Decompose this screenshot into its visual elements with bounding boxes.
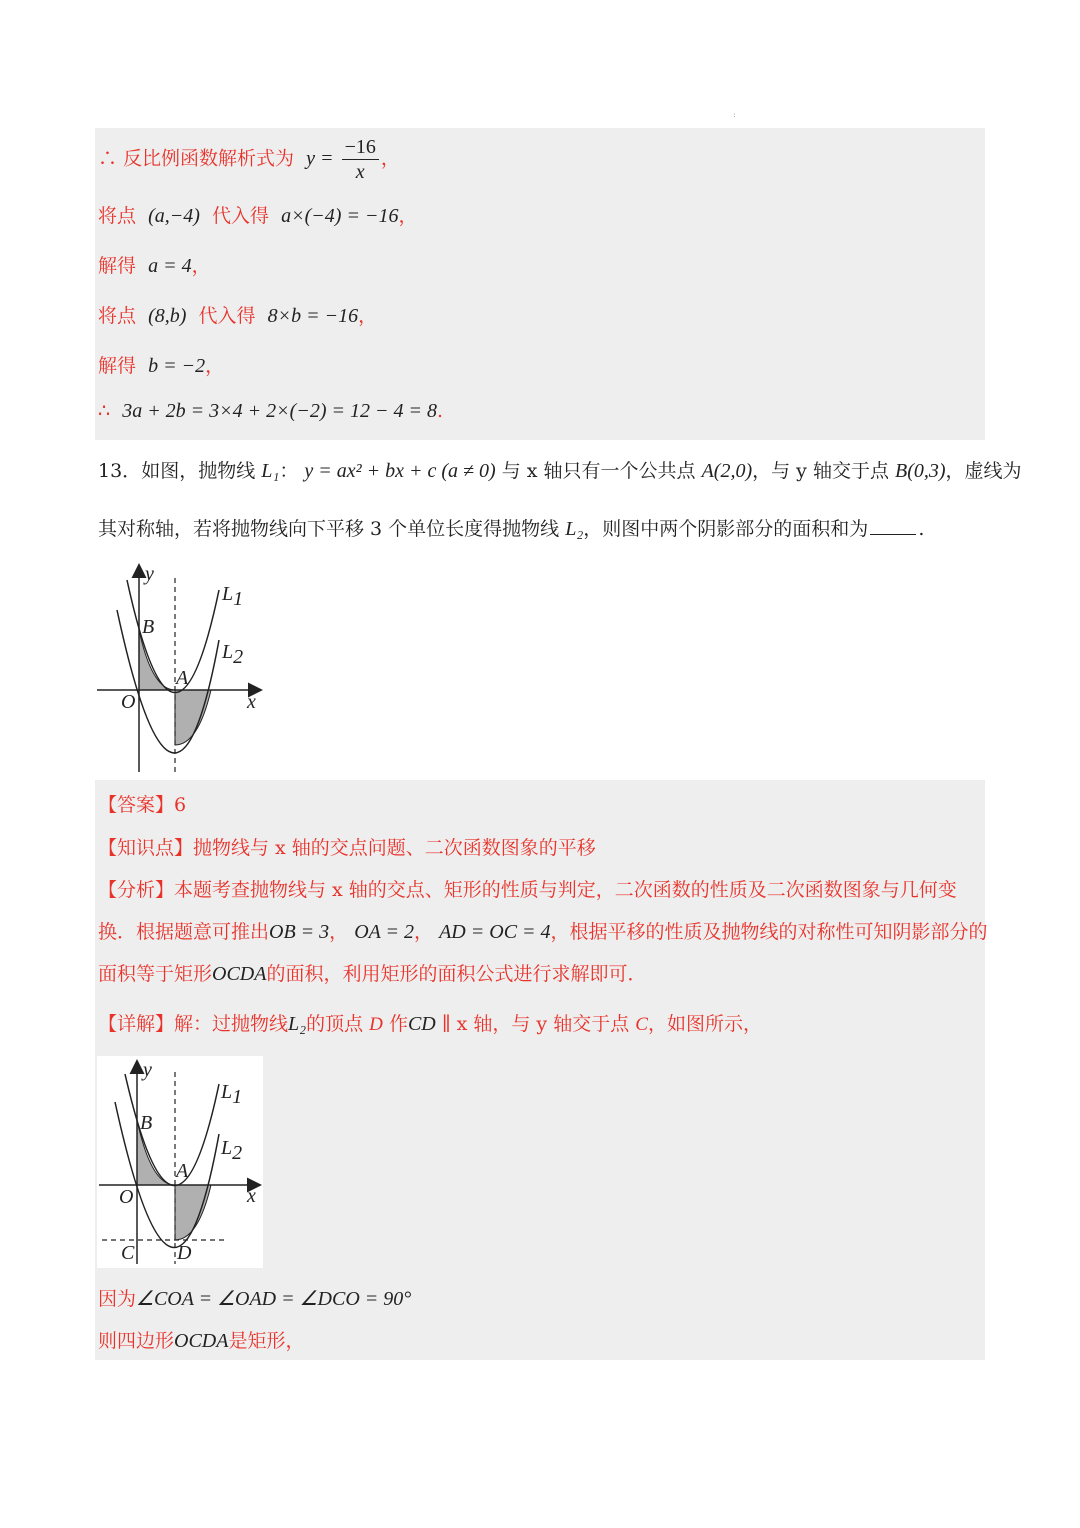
label-y: y (143, 1059, 152, 1081)
parabola-figure-1 (95, 560, 275, 775)
knowledge-point-line: 【知识点】抛物线与 x 轴的交点问题、二次函数图象的平移 (98, 837, 596, 859)
label-L2: L2 (221, 1137, 243, 1164)
label-A: A (176, 1160, 189, 1182)
solution-line-2: 将点 (a,−4) 代入得 a×(−4) = −16， (98, 205, 418, 227)
solution-line-6: ∴ 3a + 2b = 3×4 + 2×(−2) = 12 − 4 = 8. (98, 400, 444, 422)
shaded-region-left (139, 630, 175, 690)
label-A: A (176, 667, 189, 689)
solution-line-1: ∴ 反比例函数解析式为 y = $\frac{-16}{x}$ ， (98, 136, 400, 183)
analysis-line-2: 换．根据题意可推出OB = 3， OA = 2， AD = OC = 4，根据平移的性质及抛物线的对称性可知阴影部分的 (98, 921, 988, 943)
answer-line: 【答案】6 (98, 794, 187, 816)
solution-line-3: 解得 a = 4， (98, 255, 211, 277)
label-y: y (145, 563, 154, 585)
page-mark: : (733, 110, 736, 119)
analysis-line-1: 【分析】本题考查抛物线与 x 轴的交点、矩形的性质与判定，二次函数的性质及二次函数图象与几何变 (98, 879, 957, 901)
answer-blank (870, 534, 916, 535)
question-line-2: 其对称轴，若将抛物线向下平移 3 个单位长度得抛物线 L₂，则图中两个阴影部分的面积和为 . (98, 518, 925, 540)
label-L1: L1 (222, 583, 244, 610)
label-C: C (121, 1242, 135, 1264)
label-x: x (247, 691, 256, 713)
label-L2: L2 (222, 641, 244, 668)
question-line-1: 13．如图，抛物线 L₁： y = ax² + bx + c (a ≠ 0) 与 x 轴只有一个公共点 A(2,0)，与 y 轴交于点 B(0,3)，虚线为 (98, 460, 1022, 482)
fraction: $\frac{-16}{x}$ (342, 135, 379, 184)
label-x: x (247, 1185, 256, 1207)
label-L1: L1 (221, 1081, 243, 1108)
parabola-L2 (115, 1102, 219, 1247)
solution-line-5: 解得 b = −2， (98, 355, 225, 377)
label-D: D (177, 1242, 192, 1264)
analysis-line-3: 面积等于矩形OCDA的面积，利用矩形的面积公式进行求解即可． (98, 963, 647, 985)
label-O: O (119, 1186, 134, 1208)
detail-line-1: 【详解】解：过抛物线L₂的顶点 D 作CD ∥ x 轴，与 y 轴交于点 C，如图所示， (98, 1013, 762, 1035)
solution-line-4: 将点 (8,b) 代入得 8×b = −16， (98, 305, 378, 327)
conclusion-line: 则四边形OCDA是矩形， (98, 1330, 305, 1352)
parabola-figure-2 (97, 1056, 263, 1268)
because-line: 因为∠COA = ∠OAD = ∠DCO = 90° (98, 1288, 412, 1310)
label-B: B (140, 1112, 153, 1134)
parabola-L2 (117, 610, 219, 753)
label-O: O (121, 691, 136, 713)
label-B: B (142, 616, 155, 638)
